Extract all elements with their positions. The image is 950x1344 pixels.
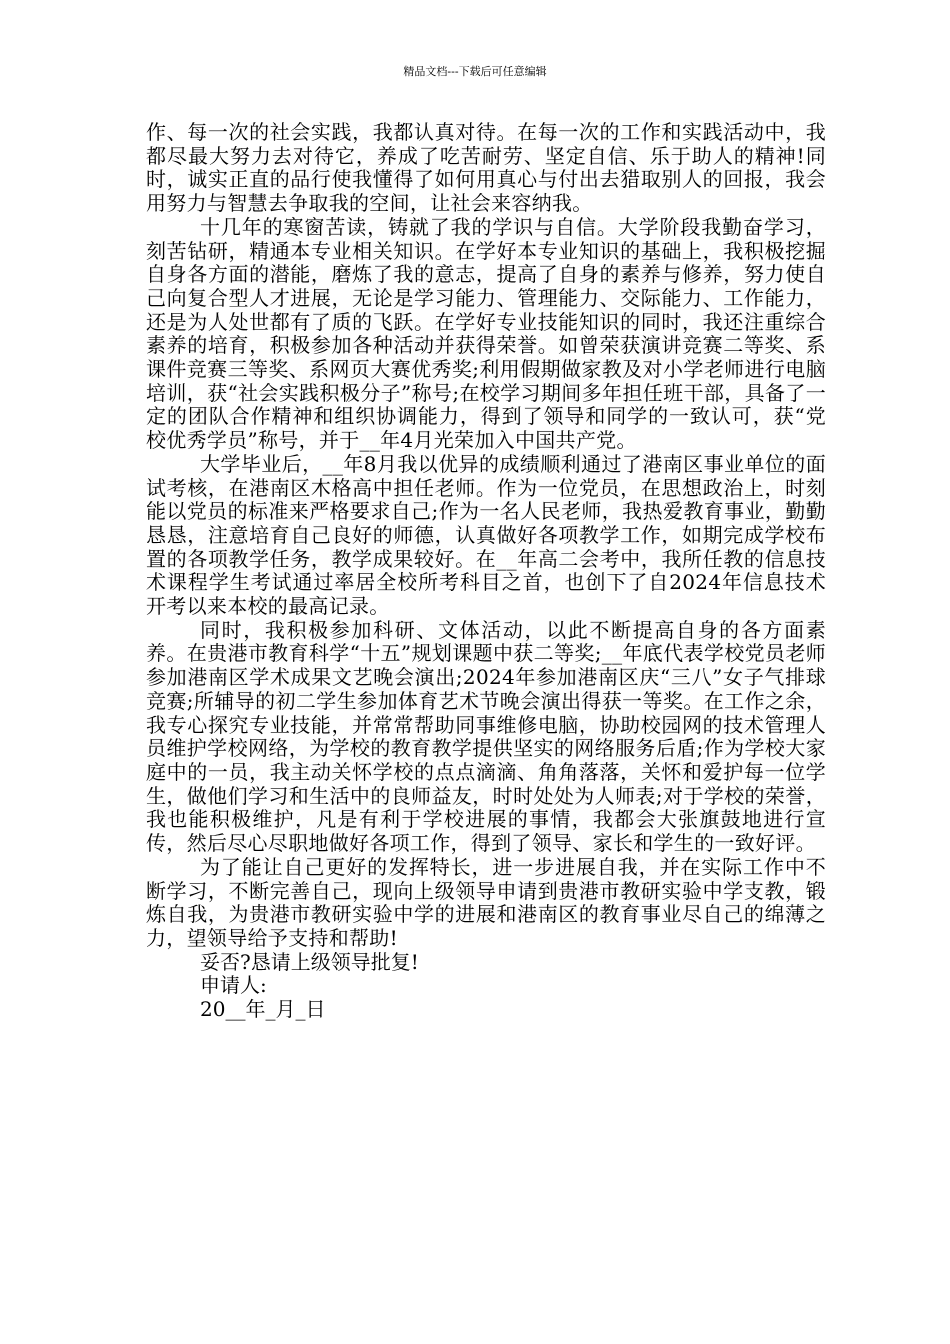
applicant-label: 申请人: bbox=[200, 973, 267, 998]
document-body bbox=[146, 121, 826, 1022]
paragraph-3: 大学毕业后，__年8月我以优异的成绩顺利通过了港南区事业单位的面试考核，在港南区木格高中担任老师。作为一位党员，在思想政治上，时刻能以党员的标准来严格要求自己;作为一名人民老师，我热爱教育事业，勤勤恳恳，注意培育自己良好的师德，认真做好各项教学工作，如期完成学校布置的各项教学任务，教学成果较好。在__年高二会考中，我所任教的信息技术课程学生考试通过率居全校所考科目之首，也创下了自2024年信息技术开考以来本校的最高记录。 bbox=[146, 451, 826, 619]
paragraph-1: 作、每一次的社会实践，我都认真对待。在每一次的工作和实践活动中，我都尽最大努力去对待它，养成了吃苦耐劳、坚定自信、乐于助人的精神!同时，诚实正直的品行使我懂得了如何用真心与付出去猎取别人的回报，我会用努力与智慧去争取我的空间，让社会来容纳我。 bbox=[146, 120, 826, 216]
closing-request: 妥否?恳请上级领导批复! bbox=[200, 949, 419, 974]
paragraph-4: 同时，我积极参加科研、文体活动，以此不断提高自身的各方面素养。在贵港市教育科学“十五”规划课题中获二等奖;__年底代表学校党员老师参加港南区学术成果文艺晚会演出;2024年参加港南区庆“三八”女子气排球竞赛;所辅导的初二学生参加体育艺术节晚会演出得获一等奖。在工作之余，我专心探究专业技能，并常常帮助同事维修电脑，协助校园网的技术管理人员维护学校网络，为学校的教育教学提供坚实的网络服务后盾;作为学校大家庭中的一员，我主动关怀学校的点点滴滴、角角落落，关怀和爱护每一位学生，做他们学习和生活中的良师益友，时时处处为人师表;对于学校的荣誉，我也能积极维护，凡是有利于学校进展的事情，我都会大张旗鼓地进行宣传，然后尽心尽职地做好各项工作，得到了领导、家长和学生的一致好评。 bbox=[146, 617, 826, 856]
paragraph-2: 十几年的寒窗苦读，铸就了我的学识与自信。大学阶段我勤奋学习，刻苦钻研，精通本专业相关知识。在学好本专业知识的基础上，我积极挖掘自身各方面的潜能，磨炼了我的意志，提高了自身的素养与修养，努力使自己向复合型人才进展，无论是学习能力、管理能力、交际能力、工作能力，还是为人处世都有了质的飞跃。在学好专业技能知识的同时，我还注重综合素养的培育，积极参加各种活动并获得荣誉。如曾荣获演讲竞赛二等奖、系课件竞赛三等奖、系网页大赛优秀奖;利用假期做家教及对小学老师进行电脑培训，获“社会实践积极分子”称号;在校学习期间多年担任班干部，具备了一定的团队合作精神和组织协调能力，得到了领导和同学的一致认可，获“党校优秀学员”称号，并于__年4月光荣加入中国共产党。 bbox=[146, 214, 826, 453]
page-header: 精品文档---下载后可任意编辑 bbox=[403, 65, 547, 78]
date-line: 20__年_月_日 bbox=[200, 997, 326, 1022]
paragraph-5: 为了能让自己更好的发挥特长，进一步进展自我，并在实际工作中不断学习，不断完善自己，现向上级领导申请到贵港市教研实验中学支教，锻炼自我，为贵港市教研实验中学的进展和港南区的教育事业尽自己的绵薄之力，望领导给予支持和帮助! bbox=[146, 854, 826, 950]
